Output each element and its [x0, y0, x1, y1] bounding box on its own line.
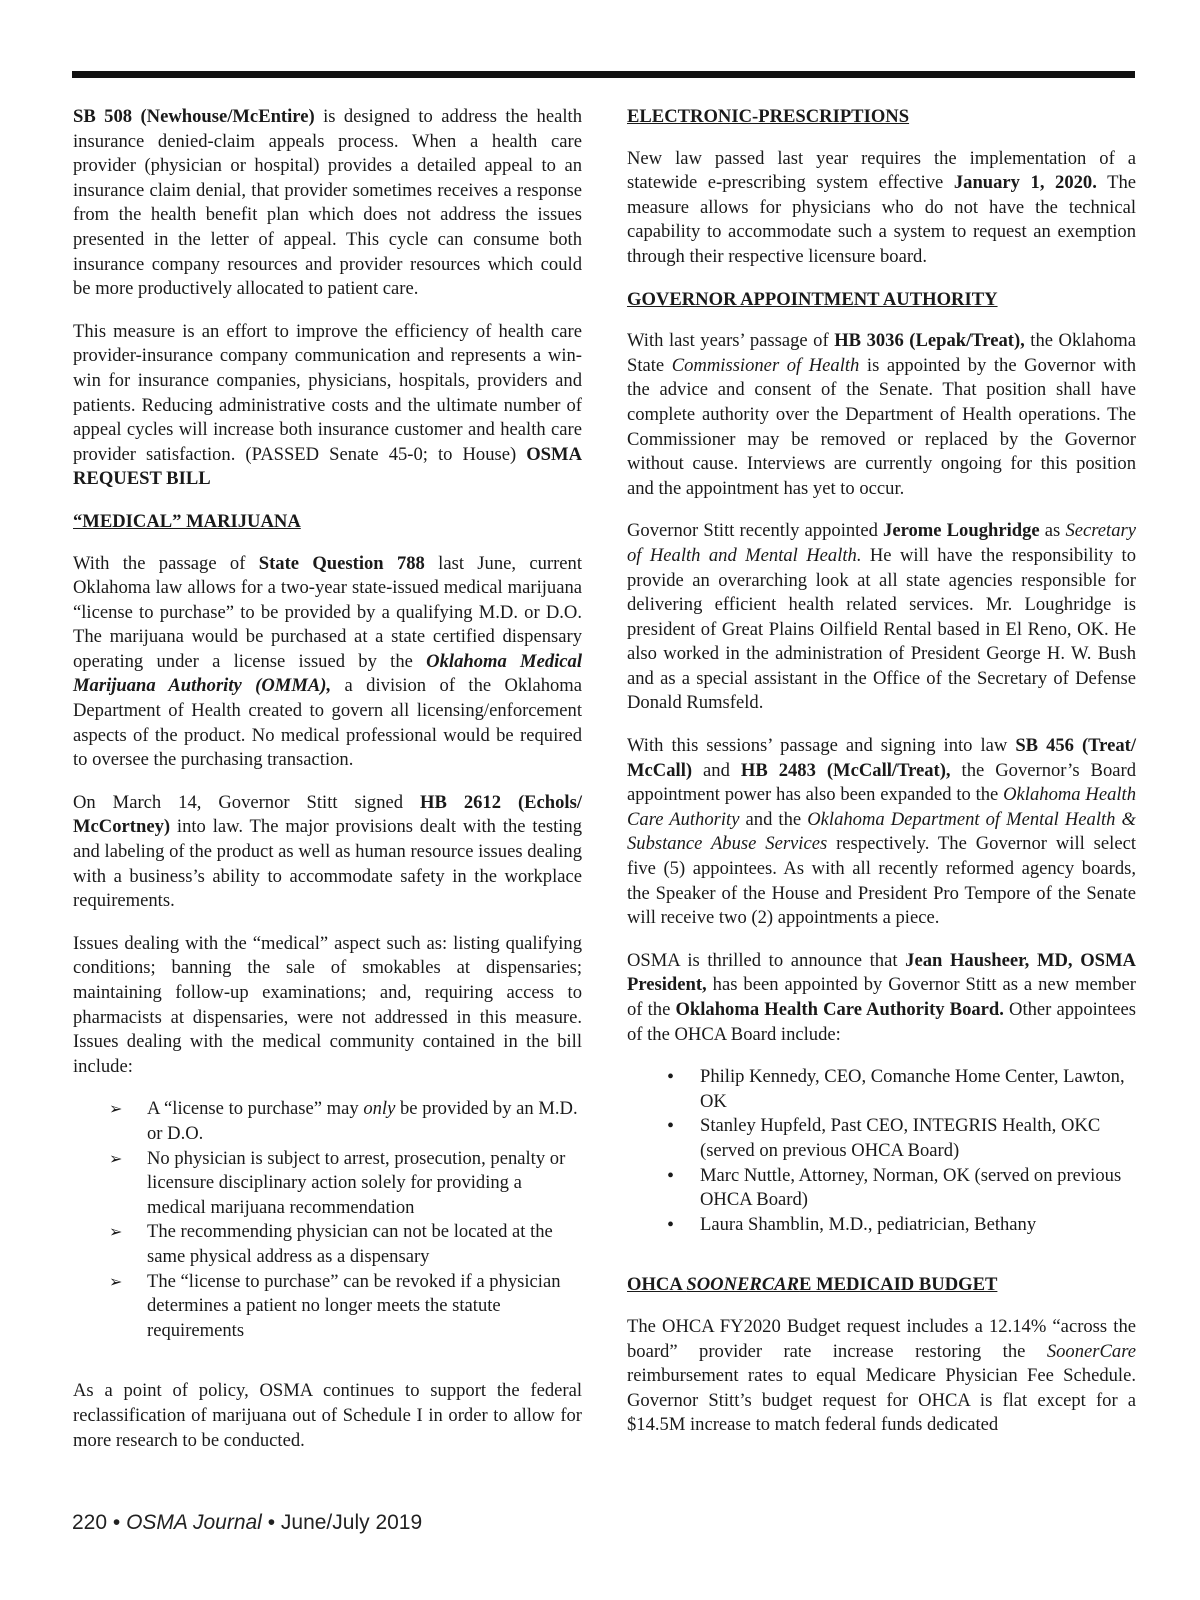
omma-name: Oklahoma Medical Marijuana Authority (OMMA),: [73, 650, 582, 697]
heading-electronic-prescriptions: ELECTRONIC-PRESCRIPTIONS: [627, 106, 910, 127]
hb2612-paragraph: On March 14, Governor Stitt signed HB 2612 (Echols/ McCortney) into law. The major provisions dealt with the testing and labeling of the product as well as human resource issues dealing with a business’s ability to accommodate safety in the workplace requirements.: [73, 791, 583, 912]
list-item: • Philip Kennedy, CEO, Comanche Home Center, Lawton, OK: [700, 1065, 1136, 1114]
loughridge-paragraph: Governor Stitt recently appointed Jerome Loughridge as Secretary of Health and Mental Health. He will have the responsibility to provide an overarching look at all state agencies responsible for delivering efficient health related services. Mr. Loughridge is president of Great Plains Oilfield Rental based in El Reno, OK. He also worked in the administration of President George H. W. Bush and as a special assistant in the Office of the Secretary of Defense Donald Rumsfeld.: [627, 520, 1136, 714]
issue-date: June/July 2019: [280, 1511, 423, 1534]
budget-paragraph: The OHCA FY2020 Budget request includes a 12.14% “across the board” provider rate increase restoring the SoonerCare reimbursement rates to equal Medicare Physician Fee Schedule. Governor Stitt’s budget request for OHCA is flat except for a $14.5M increase to match federal funds dedicated: [627, 1315, 1136, 1436]
policy-paragraph: As a point of policy, OSMA continues to support the federal reclassification of marijuana out of Schedule I in order to allow for more research to be conducted.: [73, 1380, 582, 1451]
top-rule: [72, 71, 1135, 78]
list-item: ➢ No physician is subject to arrest, prosecution, penalty or licensure disciplinary action solely for providing a medical marijuana recommendation: [147, 1147, 582, 1221]
list-item: • Laura Shamblin, M.D., pediatrician, Bethany: [700, 1213, 1136, 1238]
board-power-paragraph: With this sessions’ passage and signing into law SB 456 (Treat/ McCall) and HB 2483 (McCall/Treat), the Governor’s Board appointment power has also been expanded to the Oklahoma Health Care Authority and the Oklahoma Department of Mental Health & Substance Abuse Services respectively. The Governor will select five (5) appointees. As with all recently reformed agency boards, the Speaker of the House and President Pro Tempore of the Senate will receive two (2) appointments a piece.: [627, 735, 1137, 929]
appointees-list: [627, 1065, 1136, 1237]
efficiency-paragraph: This measure is an effort to improve the efficiency of health care provider-insurance company communication and represents a win-win for insurance companies, physicians, hospitals, providers and patients. Reducing administrative costs and the ultimate number of appeal cycles will increase both insurance customer and health care provider satisfaction. (PASSED Senate 45-0; to House) OSMA REQUEST BILL: [73, 320, 582, 490]
left-column: [73, 105, 582, 1471]
hausheer-paragraph: OSMA is thrilled to announce that Jean Hausheer, MD, OSMA President, has been appointed by Governor Stitt as a new member of the Oklahoma Health Care Authority Board. Other appointees of the OHCA Board include:: [627, 949, 1136, 1045]
heading-governor-appointment: GOVERNOR APPOINTMENT AUTHORITY: [627, 288, 998, 310]
heading-ohca-budget: OHCA SOONERCARE MEDICAID BUDGET: [627, 1274, 998, 1296]
sq788-paragraph: With the passage of State Question 788 last June, current Oklahoma law allows for a two-year state-issued medical marijuana “license to purchase” to be provided by a qualifying M.D. or D.O. The marijuana would be purchased at a state certified dispensary operating under a license issued by the Oklahoma Medical Marijuana Authority (OMMA), a division of the Oklahoma Department of Health created to govern all licensing/enforcement aspects of the product. No medical professional would be required to oversee the purchasing transaction.: [73, 552, 583, 771]
right-column: [627, 105, 1136, 1456]
list-item: • Stanley Hupfeld, Past CEO, INTEGRIS Health, OKC (served on previous OHCA Board): [700, 1114, 1136, 1163]
bill-provisions-list: [73, 1097, 582, 1343]
osma-request-tag: OSMA REQUEST BILL: [73, 443, 582, 490]
journal-name: OSMA Journal: [126, 1511, 262, 1534]
hb3036-paragraph: With last years’ passage of HB 3036 (Lepak/Treat), the Oklahoma State Commissioner of Health is appointed by the Governor with the advice and consent of the Senate. That position shall have complete authority over the Department of Health operations. The Commissioner may be removed or replaced by the Governor without cause. Interviews are currently ongoing for this position and the appointment has yet to occur.: [627, 330, 1137, 499]
list-item: • Marc Nuttle, Attorney, Norman, OK (served on previous OHCA Board): [700, 1164, 1136, 1213]
eprescribing-paragraph: New law passed last year requires the implementation of a statewide e-prescribing system effective January 1, 2020. The measure allows for physicians who do not have the technical capability to accommodate such a system to request an exemption through their respective licensure board.: [627, 147, 1136, 267]
page-footer: 220 • OSMA Journal • June/July 2019: [72, 1511, 423, 1534]
sb508-paragraph: SB 508 (Newhouse/McEntire) is designed to address the health insurance denied-claim appeals process. When a health care provider (physician or hospital) provides a detailed appeal to an insurance claim denial, that provider sometimes receives a response from the health benefit plan which does not address the issues presented in the letter of appeal. This cycle can consume both insurance company resources and provider resources which could be more productively allocated to patient care.: [73, 106, 582, 300]
list-item: ➢ A “license to purchase” may only be provided by an M.D. or D.O.: [147, 1097, 582, 1146]
list-item: ➢ The “license to purchase” can be revoked if a physician determines a patient no longer meets the statute requirements: [147, 1270, 582, 1344]
sb508-bill: SB 508 (Newhouse/McEntire): [73, 106, 315, 127]
page-number: 220: [72, 1511, 108, 1534]
heading-medical-marijuana: “MEDICAL” MARIJUANA: [73, 510, 301, 532]
list-item: ➢ The recommending physician can not be located at the same physical address as a dispensary: [147, 1220, 582, 1269]
issues-paragraph: Issues dealing with the “medical” aspect such as: listing qualifying conditions; banning the sale of smokables at dispensaries; maintaining follow-up examinations; and, requiring access to pharmacists at dispensaries, were not addressed in this measure. Issues dealing with the medical community contained in the bill include:: [73, 932, 582, 1077]
